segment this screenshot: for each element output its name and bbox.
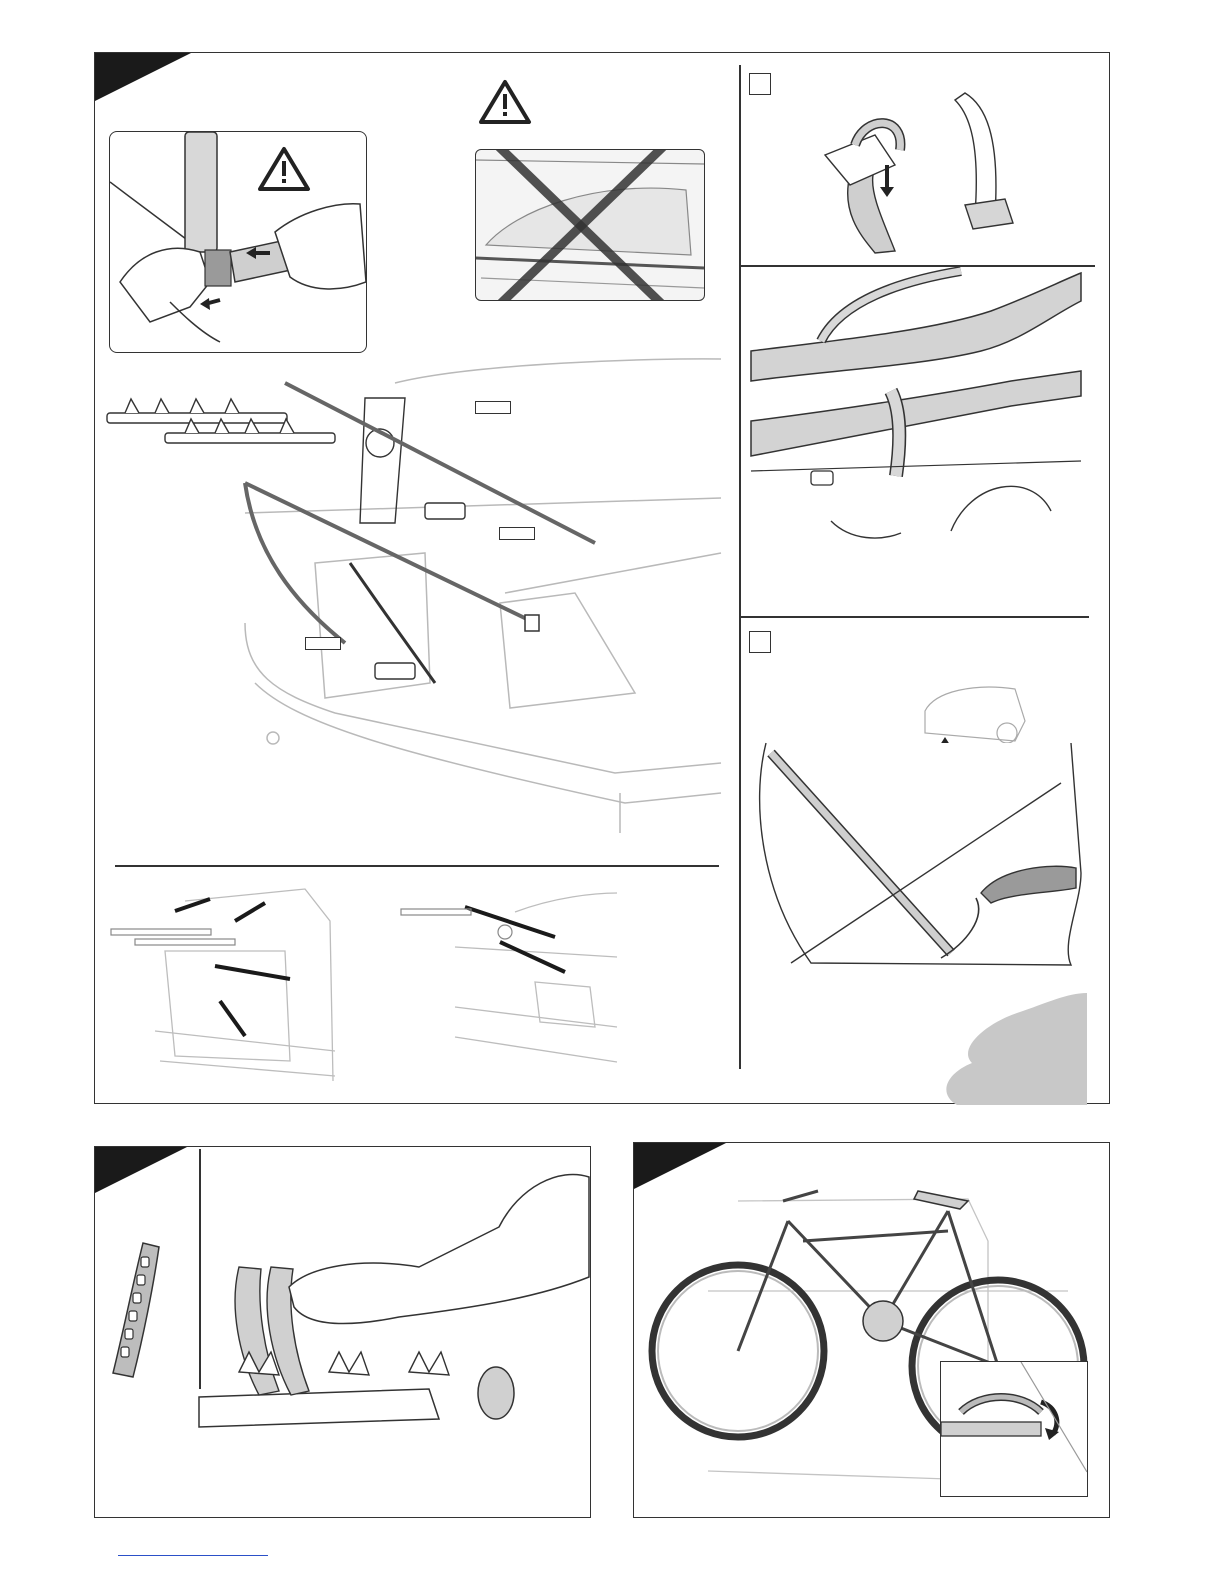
strap-tag-lower [305,637,341,650]
section-divider [115,865,719,867]
step-corner-marker [95,53,191,101]
rack-detail-inset [940,1361,1088,1497]
main-instruction-panel [94,52,1110,1104]
step-corner-marker [95,1147,187,1193]
strap-hook-under-bumper-illustration [751,743,1091,983]
rack-on-sedan-illustration [95,353,725,853]
strap-tighten-inset [109,131,367,353]
substep-b-box [749,631,771,653]
right-divider-1 [739,265,1095,267]
do-not-attach-to-glass-image [475,149,705,301]
hatchback-example-illustration [105,881,335,1091]
step-2-panel [94,1146,591,1518]
strap-tag-upper [475,401,511,414]
trunk-edge-strap-illustration [751,271,1091,571]
right-divider-2 [739,616,1089,618]
strap-tighten-illustration [110,132,366,352]
step-3-panel [633,1142,1110,1518]
footer-link-underline[interactable] [118,1555,268,1556]
cradle-strap-part-illustration [103,1243,163,1383]
sedan-example-illustration [395,887,625,1087]
strap-tag-middle [499,527,535,540]
column-divider [739,65,741,1069]
grey-blob-decoration [947,993,1087,1105]
strap-buckle-illustration [755,75,1085,265]
hand-inserting-strap-illustration [199,1157,589,1457]
